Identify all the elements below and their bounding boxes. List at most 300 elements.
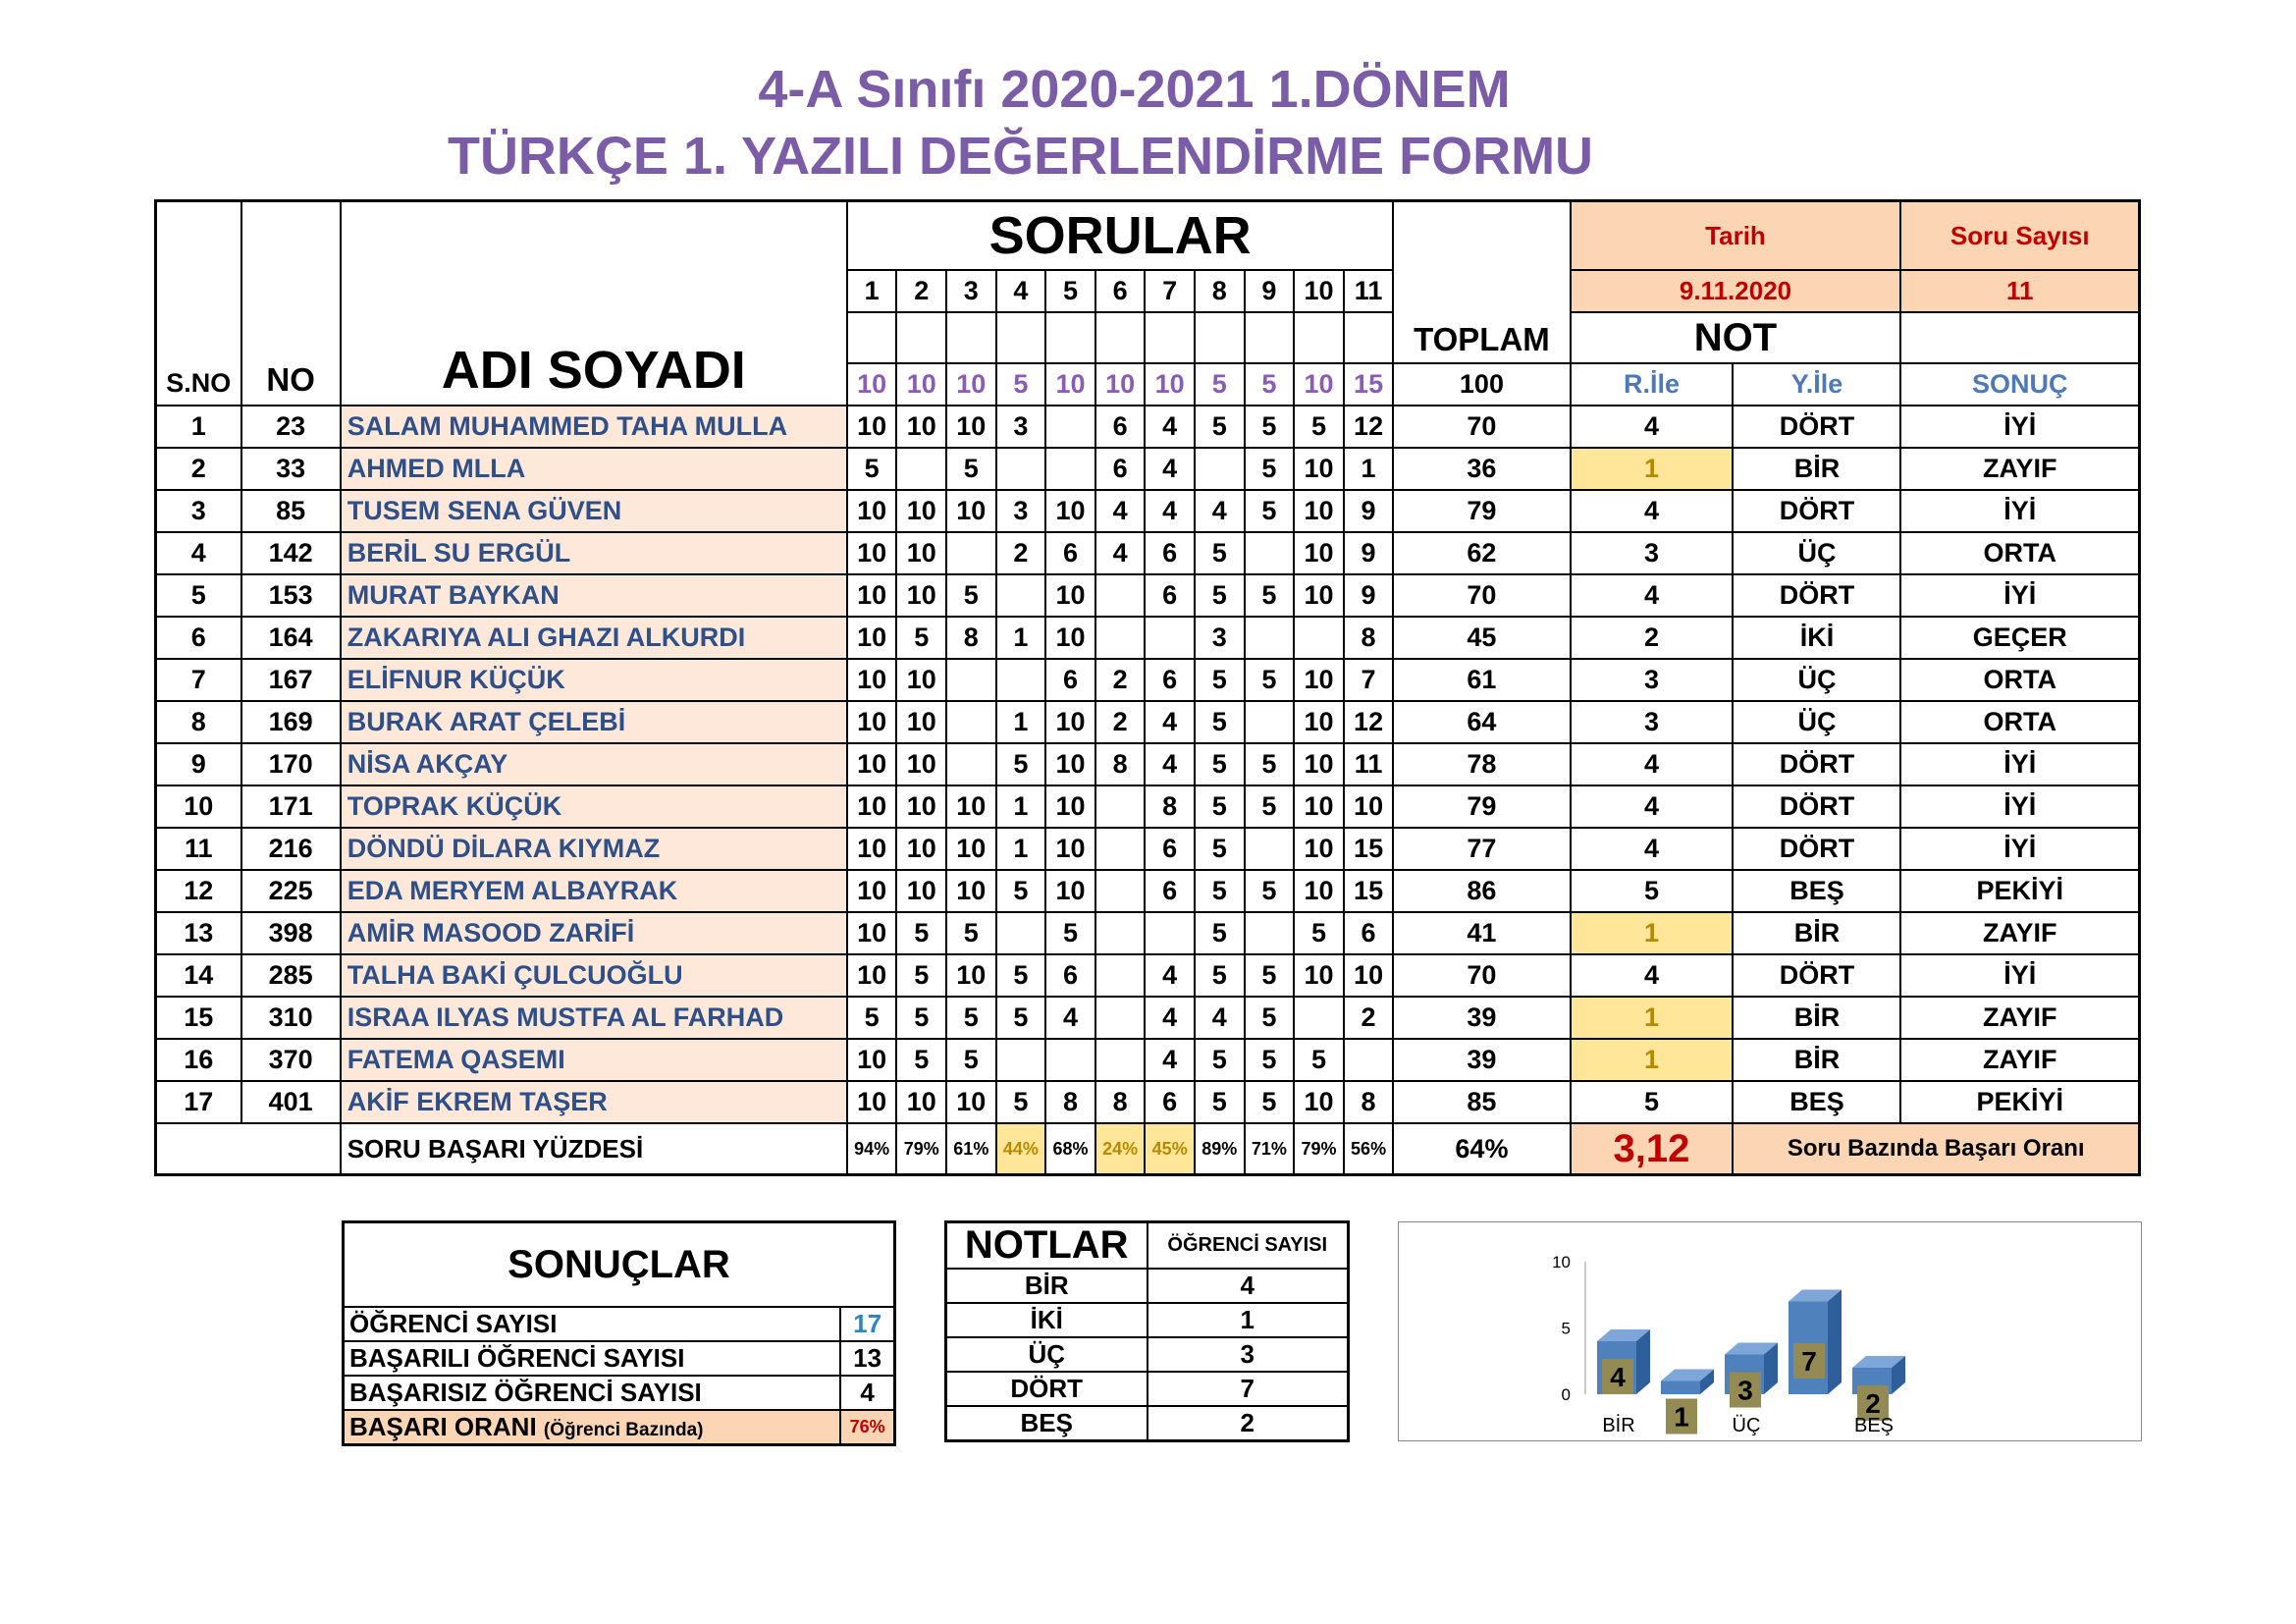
student-score: 4 — [1095, 490, 1146, 532]
toplam-header: TOPLAM — [1393, 201, 1570, 364]
student-score: 5 — [1195, 1039, 1245, 1081]
notlar-count: 4 — [1148, 1269, 1349, 1303]
student-score: 10 — [847, 490, 897, 532]
student-no: 401 — [241, 1081, 341, 1123]
sonuclar-table — [342, 1220, 896, 1446]
student-score: 10 — [896, 574, 946, 617]
svg-text:4: 4 — [1610, 1362, 1626, 1392]
student-score: 8 — [1095, 1081, 1146, 1123]
student-score: 5 — [946, 448, 996, 490]
student-score: 15 — [1344, 828, 1394, 870]
success-blank — [156, 1123, 341, 1175]
student-score: 9 — [1344, 532, 1394, 574]
question-number: 10 — [1294, 270, 1344, 312]
bar-value-label — [1793, 1343, 1825, 1379]
student-score: 10 — [1294, 1081, 1344, 1123]
student-row — [156, 532, 2140, 574]
student-sno: 2 — [156, 448, 241, 490]
student-score: 5 — [1195, 532, 1245, 574]
y-ile-header: Y.İle — [1733, 363, 1900, 406]
student-score: 4 — [1145, 701, 1195, 743]
student-row — [156, 743, 2140, 785]
question-points: 5 — [1195, 363, 1245, 406]
student-sonuc: PEKİYİ — [1900, 1081, 2139, 1123]
toplam-max: 100 — [1393, 363, 1570, 406]
student-no: 216 — [241, 828, 341, 870]
basarisiz-value: 4 — [840, 1376, 894, 1410]
student-score: 10 — [896, 406, 946, 448]
student-score: 5 — [896, 617, 946, 659]
student-row — [156, 828, 2140, 870]
student-score: 12 — [1344, 406, 1394, 448]
student-score: 10 — [1045, 490, 1095, 532]
student-score: 10 — [847, 617, 897, 659]
student-score: 10 — [847, 532, 897, 574]
question-blank — [1344, 312, 1394, 363]
student-score: 4 — [1145, 743, 1195, 785]
student-row — [156, 574, 2140, 617]
soru-sayisi-label: Soru Sayısı — [1900, 201, 2139, 271]
student-r-ile: 5 — [1571, 870, 1734, 912]
student-score: 9 — [1344, 574, 1394, 617]
student-y-ile: DÖRT — [1733, 743, 1900, 785]
student-row — [156, 406, 2140, 448]
notlar-grade: ÜÇ — [946, 1337, 1148, 1372]
student-r-ile: 4 — [1571, 954, 1734, 997]
student-sno: 17 — [156, 1081, 241, 1123]
student-score: 5 — [946, 997, 996, 1039]
student-score: 4 — [1045, 997, 1095, 1039]
question-blank — [896, 312, 946, 363]
student-score: 5 — [847, 997, 897, 1039]
student-total: 36 — [1393, 448, 1570, 490]
ogrenci-sayisi-label: ÖĞRENCİ SAYISI — [344, 1307, 841, 1341]
student-total: 78 — [1393, 743, 1570, 785]
name-header: ADI SOYADI — [341, 201, 847, 406]
student-score: 10 — [1045, 701, 1095, 743]
student-total: 41 — [1393, 912, 1570, 954]
student-score: 5 — [946, 1039, 996, 1081]
tarih-value: 9.11.2020 — [1571, 270, 1901, 312]
student-y-ile: BİR — [1733, 1039, 1900, 1081]
student-score: 6 — [1145, 1081, 1195, 1123]
question-success: 44% — [996, 1123, 1046, 1175]
student-score — [1245, 617, 1295, 659]
student-score: 10 — [847, 954, 897, 997]
student-score — [946, 659, 996, 701]
student-y-ile: DÖRT — [1733, 785, 1900, 828]
notlar-grade: BİR — [946, 1269, 1148, 1303]
question-blank — [1245, 312, 1295, 363]
student-score: 10 — [1045, 785, 1095, 828]
avg-grade: 3,12 — [1571, 1123, 1734, 1175]
notlar-count-label: ÖĞRENCİ SAYISI — [1148, 1222, 1349, 1270]
student-score: 5 — [1245, 997, 1295, 1039]
y-tick-label: 0 — [1561, 1385, 1571, 1404]
student-score: 6 — [1045, 532, 1095, 574]
student-row — [156, 912, 2140, 954]
student-score: 1 — [996, 701, 1046, 743]
notlar-row — [946, 1303, 1349, 1337]
student-score: 10 — [1294, 532, 1344, 574]
student-score: 10 — [1294, 743, 1344, 785]
student-total: 70 — [1393, 954, 1570, 997]
student-row — [156, 659, 2140, 701]
student-no: 153 — [241, 574, 341, 617]
student-sno: 16 — [156, 1039, 241, 1081]
student-score: 5 — [996, 997, 1046, 1039]
student-score: 10 — [1045, 870, 1095, 912]
student-total: 77 — [1393, 828, 1570, 870]
student-total: 39 — [1393, 1039, 1570, 1081]
student-r-ile: 3 — [1571, 659, 1734, 701]
x-tick-label: ÜÇ — [1732, 1415, 1761, 1436]
student-no: 169 — [241, 701, 341, 743]
student-score: 10 — [847, 785, 897, 828]
sonuclar-title: SONUÇLAR — [344, 1222, 895, 1308]
student-score: 10 — [896, 659, 946, 701]
tarih-label: Tarih — [1571, 201, 1901, 271]
notlar-count: 1 — [1148, 1303, 1349, 1337]
student-score — [996, 912, 1046, 954]
student-score: 5 — [1195, 406, 1245, 448]
student-score: 10 — [847, 659, 897, 701]
student-score — [946, 532, 996, 574]
student-score — [1145, 912, 1195, 954]
student-sno: 1 — [156, 406, 241, 448]
student-score: 10 — [1294, 870, 1344, 912]
soru-bazinda-label: Soru Bazında Başarı Oranı — [1733, 1123, 2139, 1175]
student-score: 10 — [896, 490, 946, 532]
notlar-title: NOTLAR — [946, 1222, 1148, 1270]
student-score: 10 — [1294, 785, 1344, 828]
student-score: 10 — [946, 785, 996, 828]
student-r-ile: 3 — [1571, 532, 1734, 574]
question-blank — [1294, 312, 1344, 363]
student-score — [1245, 828, 1295, 870]
student-score: 1 — [996, 617, 1046, 659]
student-no: 225 — [241, 870, 341, 912]
student-score: 6 — [1145, 659, 1195, 701]
student-score: 10 — [1045, 617, 1095, 659]
student-score: 10 — [1045, 574, 1095, 617]
student-score: 6 — [1344, 912, 1394, 954]
student-score — [1195, 448, 1245, 490]
total-success: 64% — [1393, 1123, 1570, 1175]
student-score: 10 — [896, 870, 946, 912]
student-name: DÖNDÜ DİLARA KIYMAZ — [341, 828, 847, 870]
page-title: 4-A Sınıfı 2020-2021 1.DÖNEM — [758, 60, 1511, 119]
student-score: 1 — [996, 828, 1046, 870]
question-number: 6 — [1095, 270, 1146, 312]
student-score: 4 — [1095, 532, 1146, 574]
student-score: 11 — [1344, 743, 1394, 785]
notlar-row — [946, 1337, 1349, 1372]
student-score — [1095, 574, 1146, 617]
student-total: 62 — [1393, 532, 1570, 574]
question-points: 5 — [1245, 363, 1295, 406]
student-score: 5 — [1195, 701, 1245, 743]
student-score: 15 — [1344, 870, 1394, 912]
student-row — [156, 448, 2140, 490]
student-total: 79 — [1393, 490, 1570, 532]
student-total: 61 — [1393, 659, 1570, 701]
student-row — [156, 1039, 2140, 1081]
student-score: 6 — [1045, 659, 1095, 701]
student-score: 2 — [1095, 659, 1146, 701]
student-score: 10 — [1045, 828, 1095, 870]
student-score: 10 — [847, 870, 897, 912]
student-score: 2 — [996, 532, 1046, 574]
r-ile-header: R.İle — [1571, 363, 1734, 406]
question-success: 56% — [1344, 1123, 1394, 1175]
student-y-ile: ÜÇ — [1733, 701, 1900, 743]
student-r-ile: 5 — [1571, 1081, 1734, 1123]
student-score — [896, 448, 946, 490]
student-no: 167 — [241, 659, 341, 701]
basari-orani-label: BAŞARI ORANI (Öğrenci Bazında) — [344, 1410, 841, 1445]
student-score: 10 — [1294, 490, 1344, 532]
student-score — [1245, 532, 1295, 574]
notlar-grade: BEŞ — [946, 1406, 1148, 1441]
student-score: 10 — [946, 954, 996, 997]
student-score: 4 — [1145, 490, 1195, 532]
student-score: 4 — [1195, 997, 1245, 1039]
student-score: 5 — [1245, 406, 1295, 448]
student-name: BERİL SU ERGÜL — [341, 532, 847, 574]
student-score: 4 — [1145, 954, 1195, 997]
question-points: 10 — [1045, 363, 1095, 406]
question-points: 10 — [1095, 363, 1146, 406]
student-sno: 14 — [156, 954, 241, 997]
student-row — [156, 870, 2140, 912]
student-row — [156, 490, 2140, 532]
basarisiz-label: BAŞARISIZ ÖĞRENCİ SAYISI — [344, 1376, 841, 1410]
student-r-ile: 4 — [1571, 490, 1734, 532]
student-score: 2 — [1095, 701, 1146, 743]
student-no: 370 — [241, 1039, 341, 1081]
student-score: 5 — [1245, 743, 1295, 785]
question-blank — [996, 312, 1046, 363]
student-y-ile: BİR — [1733, 448, 1900, 490]
student-name: BURAK ARAT ÇELEBİ — [341, 701, 847, 743]
student-row — [156, 1081, 2140, 1123]
question-success: 61% — [946, 1123, 996, 1175]
student-score: 10 — [847, 574, 897, 617]
notlar-grade: İKİ — [946, 1303, 1148, 1337]
student-y-ile: DÖRT — [1733, 954, 1900, 997]
student-y-ile: DÖRT — [1733, 490, 1900, 532]
student-score: 4 — [1145, 448, 1195, 490]
student-score: 8 — [1095, 743, 1146, 785]
student-sonuc: İYİ — [1900, 785, 2139, 828]
student-name: TUSEM SENA GÜVEN — [341, 490, 847, 532]
student-sno: 11 — [156, 828, 241, 870]
student-sonuc: ORTA — [1900, 701, 2139, 743]
student-name: AHMED MLLA — [341, 448, 847, 490]
question-success: 94% — [847, 1123, 897, 1175]
student-name: TOPRAK KÜÇÜK — [341, 785, 847, 828]
student-r-ile: 4 — [1571, 785, 1734, 828]
student-sonuc: İYİ — [1900, 743, 2139, 785]
student-sonuc: GEÇER — [1900, 617, 2139, 659]
student-total: 70 — [1393, 574, 1570, 617]
student-score: 8 — [1344, 617, 1394, 659]
question-number: 8 — [1195, 270, 1245, 312]
question-blank — [1145, 312, 1195, 363]
student-score: 12 — [1344, 701, 1394, 743]
student-score: 6 — [1145, 532, 1195, 574]
student-score: 6 — [1095, 448, 1146, 490]
student-score: 10 — [1294, 448, 1344, 490]
student-score — [1095, 912, 1146, 954]
svg-text:2: 2 — [1865, 1388, 1881, 1419]
student-score: 3 — [996, 490, 1046, 532]
student-total: 39 — [1393, 997, 1570, 1039]
student-score: 10 — [847, 743, 897, 785]
student-score: 5 — [946, 912, 996, 954]
question-number: 9 — [1245, 270, 1295, 312]
student-score: 5 — [1294, 1039, 1344, 1081]
student-r-ile: 1 — [1571, 1039, 1734, 1081]
student-score — [1095, 870, 1146, 912]
notlar-row — [946, 1372, 1349, 1406]
student-no: 33 — [241, 448, 341, 490]
student-sonuc: PEKİYİ — [1900, 870, 2139, 912]
student-no: 398 — [241, 912, 341, 954]
student-score — [946, 701, 996, 743]
question-success: 79% — [1294, 1123, 1344, 1175]
student-sonuc: ORTA — [1900, 659, 2139, 701]
question-success: 71% — [1245, 1123, 1295, 1175]
student-score: 5 — [896, 997, 946, 1039]
student-y-ile: DÖRT — [1733, 574, 1900, 617]
student-score — [1095, 828, 1146, 870]
no-header: NO — [241, 201, 341, 406]
x-tick-label: BEŞ — [1853, 1415, 1895, 1436]
student-score: 5 — [996, 1081, 1046, 1123]
student-sonuc: ZAYIF — [1900, 1039, 2139, 1081]
student-score: 5 — [1245, 954, 1295, 997]
student-score: 5 — [996, 743, 1046, 785]
question-success: 68% — [1045, 1123, 1095, 1175]
question-points: 10 — [847, 363, 897, 406]
student-score: 10 — [946, 870, 996, 912]
grade-chart-svg — [1399, 1222, 2141, 1440]
student-score: 10 — [946, 1081, 996, 1123]
student-score: 5 — [1294, 406, 1344, 448]
student-name: SALAM MUHAMMED TAHA MULLA — [341, 406, 847, 448]
student-score — [1045, 406, 1095, 448]
sonuc-header: SONUÇ — [1900, 363, 2139, 406]
student-r-ile: 1 — [1571, 912, 1734, 954]
student-y-ile: ÜÇ — [1733, 659, 1900, 701]
bar-value-label — [1602, 1359, 1633, 1394]
bar — [1789, 1290, 1842, 1395]
basarili-value: 13 — [840, 1341, 894, 1376]
student-y-ile: BEŞ — [1733, 1081, 1900, 1123]
student-score: 1 — [1344, 448, 1394, 490]
question-success: 45% — [1145, 1123, 1195, 1175]
ogrenci-sayisi-value: 17 — [840, 1307, 894, 1341]
student-r-ile: 3 — [1571, 701, 1734, 743]
student-row — [156, 701, 2140, 743]
question-points: 10 — [1145, 363, 1195, 406]
student-y-ile: ÜÇ — [1733, 532, 1900, 574]
question-points: 10 — [1294, 363, 1344, 406]
student-sonuc: ZAYIF — [1900, 912, 2139, 954]
student-no: 285 — [241, 954, 341, 997]
student-score: 5 — [1245, 785, 1295, 828]
student-score: 5 — [1195, 743, 1245, 785]
question-blank — [1045, 312, 1095, 363]
student-y-ile: DÖRT — [1733, 406, 1900, 448]
student-score: 10 — [896, 701, 946, 743]
bar — [1661, 1370, 1714, 1395]
student-sno: 13 — [156, 912, 241, 954]
student-score: 5 — [1245, 1039, 1295, 1081]
y-tick-label: 10 — [1552, 1253, 1571, 1272]
student-score: 5 — [1195, 785, 1245, 828]
x-tick-label: BİR — [1602, 1415, 1635, 1436]
student-r-ile: 4 — [1571, 406, 1734, 448]
student-r-ile: 1 — [1571, 997, 1734, 1039]
student-score — [1095, 997, 1146, 1039]
svg-text:1: 1 — [1674, 1401, 1689, 1433]
student-score: 5 — [1245, 574, 1295, 617]
student-row — [156, 997, 2140, 1039]
student-no: 310 — [241, 997, 341, 1039]
soru-sayisi-value: 11 — [1900, 270, 2139, 312]
student-name: ISRAA ILYAS MUSTFA AL FARHAD — [341, 997, 847, 1039]
notlar-table — [944, 1220, 1350, 1442]
question-blank — [946, 312, 996, 363]
question-number: 1 — [847, 270, 897, 312]
student-score: 10 — [1294, 574, 1344, 617]
question-points: 5 — [996, 363, 1046, 406]
student-sonuc: İYİ — [1900, 490, 2139, 532]
question-number: 7 — [1145, 270, 1195, 312]
student-score: 8 — [1045, 1081, 1095, 1123]
student-score — [1095, 1039, 1146, 1081]
student-score: 8 — [1344, 1081, 1394, 1123]
student-score: 5 — [896, 912, 946, 954]
student-score — [1045, 448, 1095, 490]
student-score — [1045, 1039, 1095, 1081]
student-score: 2 — [1344, 997, 1394, 1039]
student-score: 10 — [946, 490, 996, 532]
student-score: 10 — [1294, 954, 1344, 997]
student-score: 9 — [1344, 490, 1394, 532]
student-total: 64 — [1393, 701, 1570, 743]
student-sno: 15 — [156, 997, 241, 1039]
student-sno: 10 — [156, 785, 241, 828]
student-score: 8 — [1145, 785, 1195, 828]
student-total: 45 — [1393, 617, 1570, 659]
grade-table — [154, 199, 2141, 1176]
student-score — [1245, 701, 1295, 743]
bar-value-label — [1730, 1373, 1761, 1408]
student-score: 5 — [1045, 912, 1095, 954]
student-score: 5 — [896, 954, 946, 997]
student-score — [996, 574, 1046, 617]
student-score — [1095, 617, 1146, 659]
student-score: 3 — [996, 406, 1046, 448]
student-r-ile: 4 — [1571, 743, 1734, 785]
sorular-header: SORULAR — [847, 201, 1394, 271]
student-name: ELİFNUR KÜÇÜK — [341, 659, 847, 701]
student-sno: 8 — [156, 701, 241, 743]
